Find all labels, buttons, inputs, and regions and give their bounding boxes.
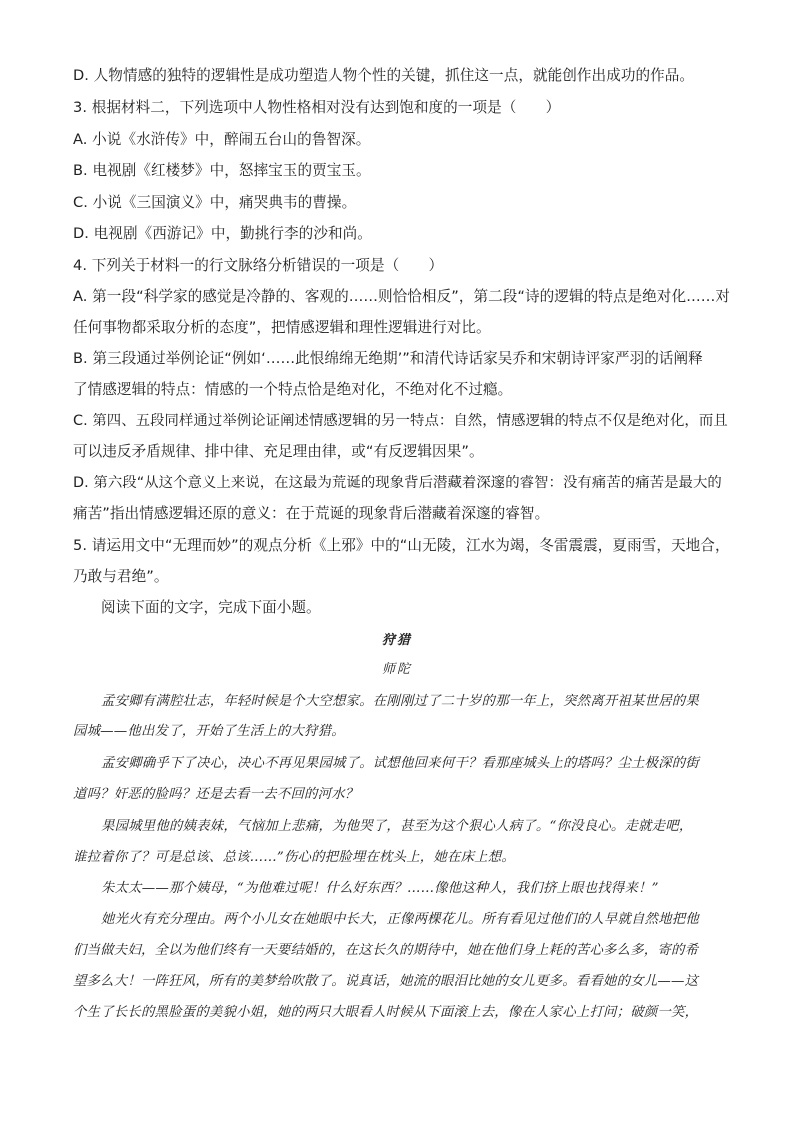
story-paragraph-line: 园城——他出发了，开始了生活上的大狩猎。 <box>73 724 345 739</box>
option-c-q4-line1: C. 第四、五段同样通过举例论证阐述情感逻辑的另一特点：自然，情感逻辑的特点不仅是绝对化，而且 <box>73 413 728 429</box>
story-paragraph-line: 她光火有充分理由。两个小儿女在她眼中长大，正像两棵花儿。所有看见过他们的人早就自然地把他 <box>101 912 699 927</box>
story-paragraph-line: 果园城里他的姨表妹，气恼加上悲痛，为他哭了，甚至为这个狠心人病了。“你没良心。走就走吧， <box>101 819 693 834</box>
question-3: 3. 根据材料二，下列选项中人物性格相对没有达到饱和度的一项是（ ） <box>73 99 561 116</box>
option-a-q4-line2: 任何事物都采取分析的态度”，把情感逻辑和理性逻辑进行对比。 <box>73 319 491 336</box>
story-title: 狩猎 <box>381 633 412 648</box>
question-4: 4. 下列关于材料一的行文脉络分析错误的一项是（ ） <box>73 257 444 274</box>
option-c-q3: C. 小说《三国演义》中，痛哭典韦的曹操。 <box>73 194 357 211</box>
option-a-q3: A. 小说《水浒传》中，醉闹五台山的鲁智深。 <box>73 131 371 148</box>
story-paragraph-line: 孟安卿有满腔壮志，年轻时候是个大空想家。在刚刚过了二十岁的那一年上，突然离开祖某世居的果 <box>101 694 699 709</box>
story-paragraph-line: 孟安卿确乎下了决心，决心不再见果园城了。试想他回来何干？看那座城头上的塔吗？尘土极深的街 <box>101 756 699 771</box>
story-paragraph-line: 们当做夫妇，全以为他们终有一天要结婚的，在这长久的期待中，她在他们身上耗的苦心多么多，寄的希 <box>73 943 699 958</box>
story-paragraph-line: 望多么大！一阵狂风，所有的美梦给吹散了。说真话，她流的眼泪比她的女儿更多。看看她的女儿——这 <box>73 974 699 989</box>
question-5-line2: 乃敢与君绝”。 <box>73 568 169 585</box>
story-paragraph-line: 朱太太——那个姨母，“为他难过呢！什么好东西？……像他这种人，我们挤上眼也找得来！” <box>101 881 659 896</box>
story-paragraph-line: 个生了长长的黑脸蛋的美貌小姐，她的两只大眼看人时候从下面滚上去，像在人家心上打问；破颜一笑， <box>73 1005 699 1020</box>
question-5-line1: 5. 请运用文中“无理而妙”的观点分析《上邪》中的“山无陵，江水为竭，冬雷震震，夏雨雪，天地合， <box>73 537 730 554</box>
reading-instruction: 阅读下面的文字，完成下面小题。 <box>101 599 321 616</box>
option-a-q4-line1: A. 第一段“科学家的感觉是冷静的、客观的……则恰恰相反”，第二段“诗的逻辑的特点是绝对化……对 <box>73 288 731 305</box>
option-b-q4-line1: B. 第三段通过举例论证“例如‘……此恨绵绵无绝期’”和清代诗话家吴乔和宋朝诗评家严羽的话阐释 <box>73 350 703 367</box>
option-d-q4-line1: D. 第六段“从这个意义上来说，在这最为荒诞的现象背后潜藏着深邃的睿智：没有痛苦的痛苦是最大的 <box>73 475 722 491</box>
story-author: 师陀 <box>381 662 412 677</box>
option-d-q2: D. 人物情感的独特的逻辑性是成功塑造人物个性的关键，抓住这一点，就能创作出成功的作品。 <box>73 67 695 84</box>
option-b-q3: B. 电视剧《红楼梦》中，怒摔宝玉的贾宝玉。 <box>73 162 371 179</box>
option-d-q4-line2: 痛苦”指出情感逻辑还原的意义：在于荒诞的现象背后潜藏着深邃的睿智。 <box>73 505 550 522</box>
story-paragraph-line: 道吗？奸恶的脸吗？还是去看一去不回的河水？ <box>73 787 359 802</box>
story-paragraph-line: 谁拉着你了？可是总该、总该……”伤心的把脸埋在枕头上，她在床上想。 <box>73 850 515 865</box>
option-c-q4-line2: 可以违反矛盾规律、排中律、充足理由律，或“有反逻辑因果”。 <box>73 443 484 460</box>
option-d-q3: D. 电视剧《西游记》中，勤挑行李的沙和尚。 <box>73 225 372 242</box>
option-b-q4-line2: 了情感逻辑的特点：情感的一个特点恰是绝对化，不绝对化不过瘾。 <box>73 381 513 398</box>
